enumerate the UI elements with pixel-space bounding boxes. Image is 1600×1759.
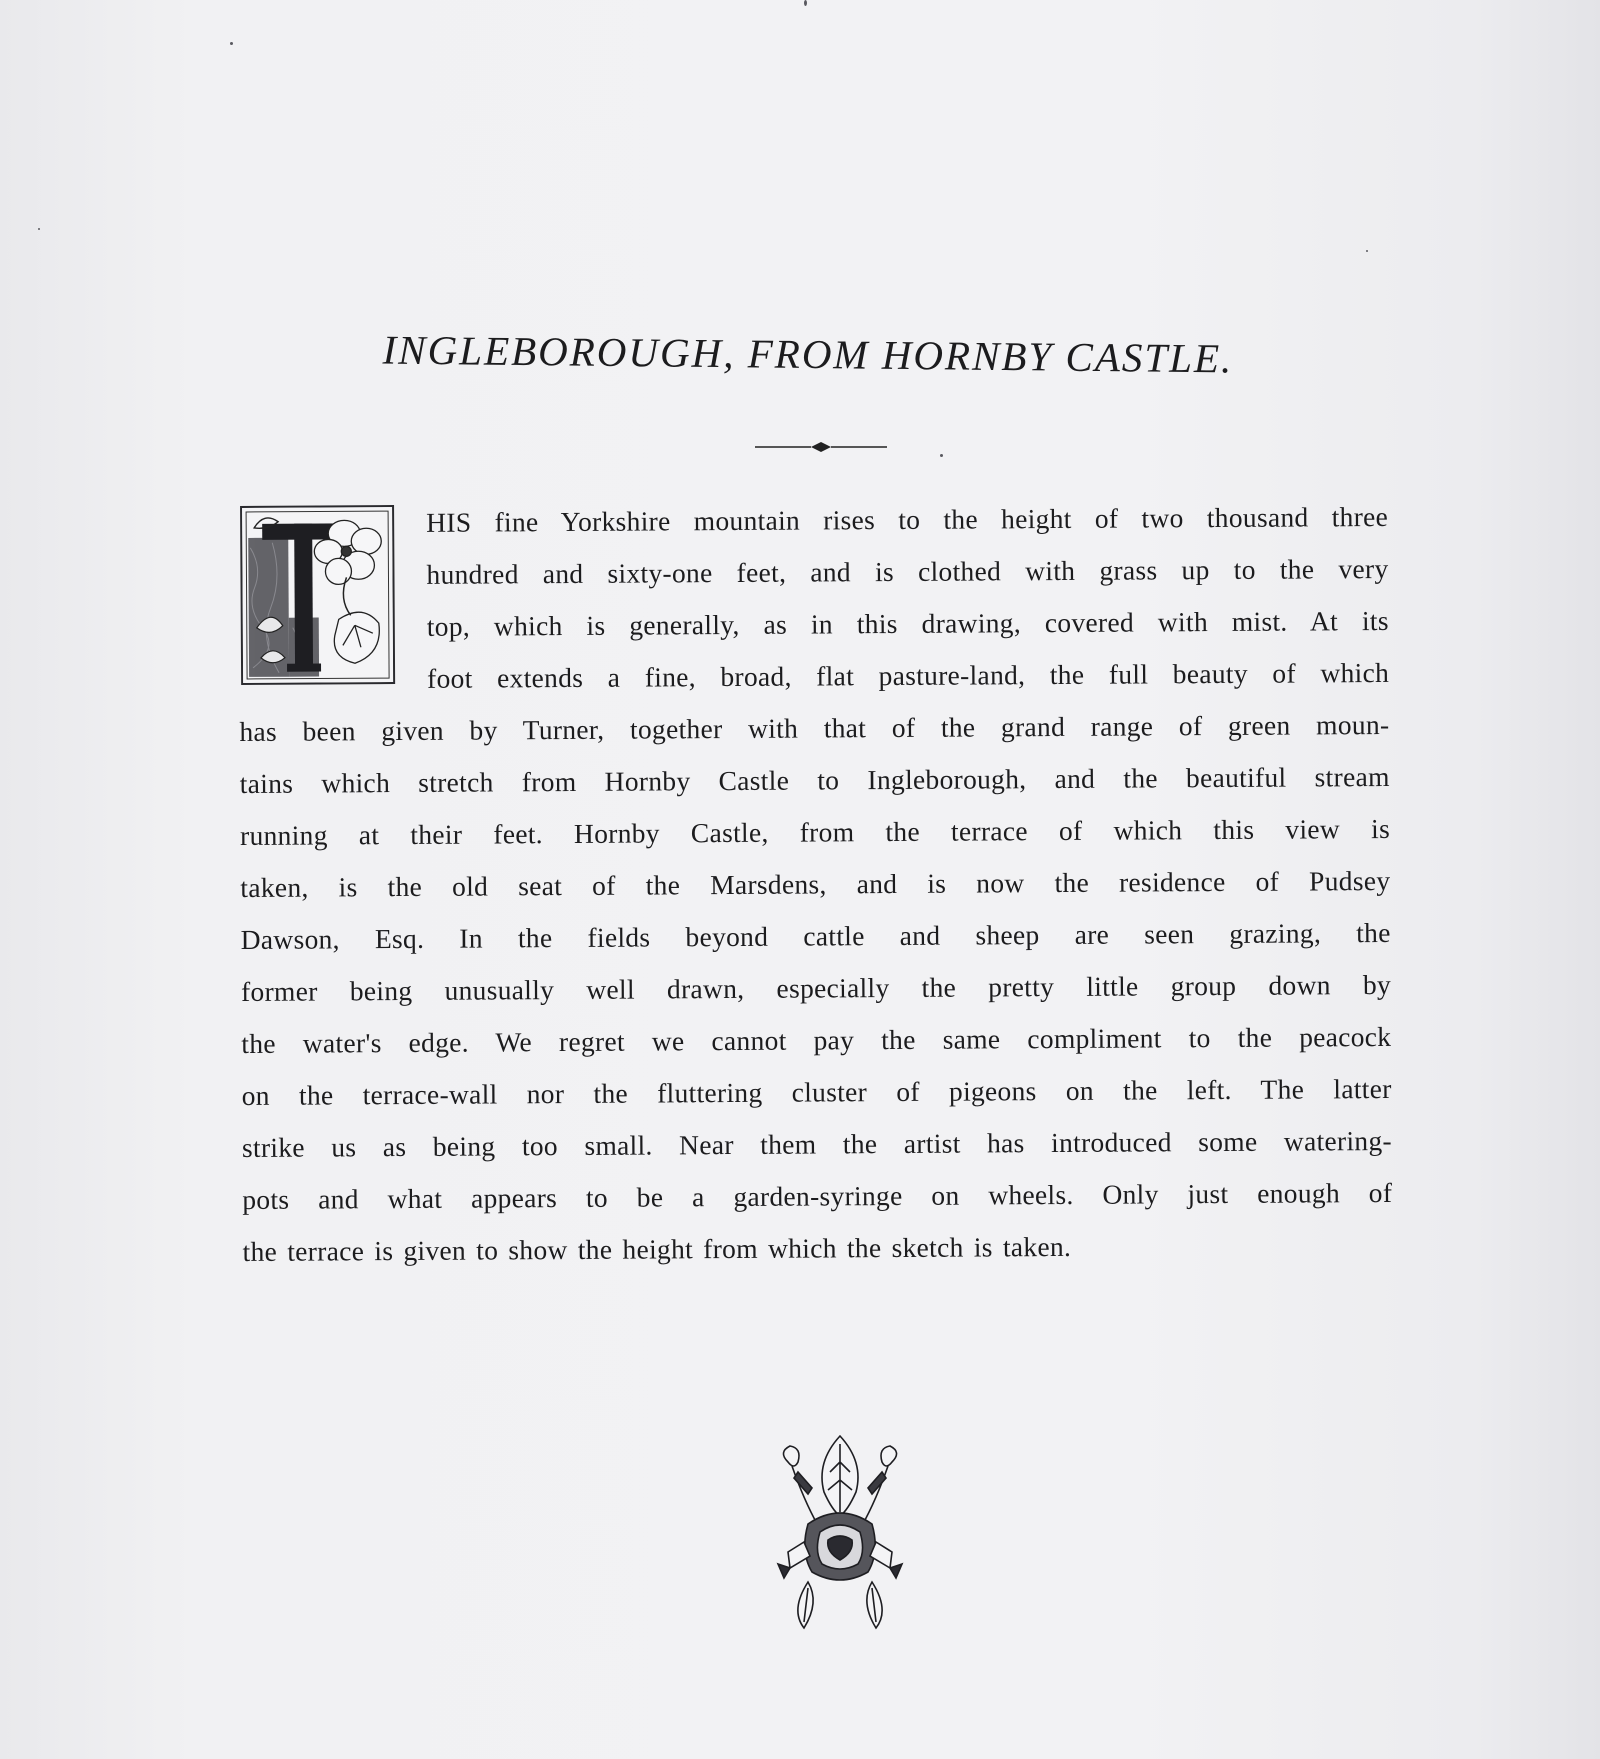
text-line: former being unusually well drawn, especially the pretty little group down by [240,968,1392,1007]
title-divider-ornament [755,440,887,454]
tailpiece-ornament-icon [768,1432,913,1632]
text-line: has been given by Turner, together with that of the grand range of green moun- [239,708,1390,747]
text-line: pots and what appears to be a garden-syringe on wheels. Only just enough of [242,1176,1393,1215]
floral-initial-icon [242,507,393,683]
paper-speck [940,454,943,457]
body-text [238,491,1393,1278]
text-line: the terrace is given to show the height from which the sketch is taken. [242,1230,1072,1267]
text-line: running at their feet. Hornby Castle, from the terrace of which this view is [239,812,1391,851]
text-line: Dawson, Esq. In the fields beyond cattle and sheep are seen grazing, the [240,916,1391,955]
text-line: HIS fine Yorkshire mountain rises to the height of two thousand three [426,500,1389,538]
text-line: hundred and sixty-one feet, and is clothed with grass up to the very [426,552,1389,590]
paper-speck [804,0,807,6]
paper-speck [38,228,40,230]
text-line: strike us as being too small. Near them the artist has introduced some watering- [241,1124,1393,1163]
text-line: taken, is the old seat of the Marsdens, and is now the residence of Pudsey [240,864,1391,903]
body-paragraph [238,491,1393,1278]
text-line: foot extends a fine, broad, flat pasture-land, the full beauty of which [427,656,1390,694]
decorated-initial-t [240,505,395,685]
text-line: tains which stretch from Hornby Castle to Ingleborough, and the beautiful stream [239,760,1390,799]
paper-speck [230,42,233,45]
paper-speck [1366,250,1368,252]
text-line: the water's edge. We regret we cannot pay the same compliment to the peacock [241,1020,1392,1059]
text-line: on the terrace-wall nor the fluttering cluster of pigeons on the left. The latter [241,1072,1392,1111]
page-title: INGLEBOROUGH, FROM HORNBY CASTLE. [382,326,1234,382]
text-line: top, which is generally, as in this drawing, covered with mist. At its [426,604,1389,642]
